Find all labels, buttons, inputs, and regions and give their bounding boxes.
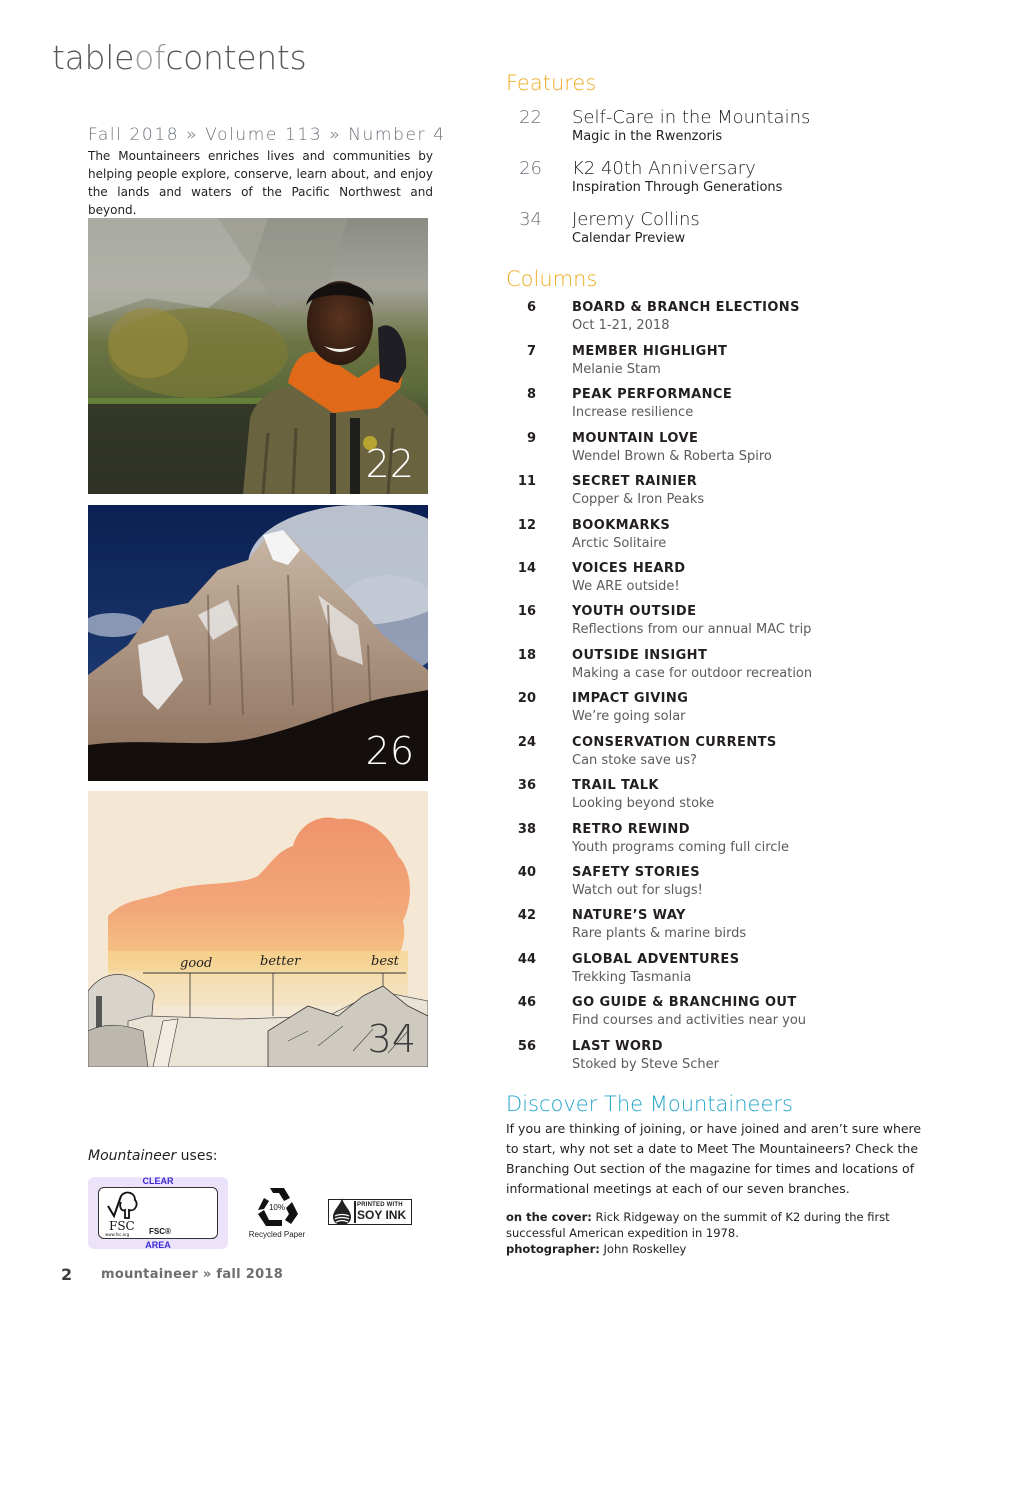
page-title <box>52 38 306 77</box>
photographer-name: John Roskelley <box>599 1242 687 1256</box>
column-subtitle: Can stoke save us? <box>572 753 697 768</box>
column-subtitle: Watch out for slugs! <box>572 883 703 898</box>
discover-body: If you are thinking of joining, or have joined and aren’t sure where to start, why not set a date to Meet The Mountaineers? Check the Branching Out section of the magazine for times and locations of informational meetings at each of our seven branches. <box>506 1121 922 1196</box>
column-page: 40 <box>517 865 536 880</box>
folio-text: mountaineer » fall 2018 <box>101 1267 284 1282</box>
column-title: GO GUIDE & BRANCHING OUT <box>572 995 797 1010</box>
fsc-clear-label: CLEAR <box>142 1176 174 1186</box>
fsc-mark: FSC <box>109 1219 135 1233</box>
column-subtitle: Oct 1-21, 2018 <box>572 318 670 333</box>
column-item[interactable] <box>506 994 926 1034</box>
column-page: 16 <box>517 604 536 619</box>
fsc-tree-icon <box>105 1190 141 1222</box>
column-subtitle: Wendel Brown & Roberta Spiro <box>572 449 772 464</box>
column-subtitle: Stoked by Steve Scher <box>572 1057 719 1072</box>
fsc-small-mark: FSC® <box>149 1227 171 1236</box>
photo-page-number: 22 <box>365 442 414 486</box>
feature-title: Self-Care in the Mountains <box>572 107 811 128</box>
column-title: MEMBER HIGHLIGHT <box>572 344 728 359</box>
column-title: IMPACT GIVING <box>572 691 689 706</box>
column-item[interactable] <box>506 907 926 947</box>
soy-ink-line1: PRINTED WITH <box>357 1202 403 1208</box>
column-title: LAST WORD <box>572 1039 663 1054</box>
folio-page-number: 2 <box>61 1265 73 1284</box>
column-page: 7 <box>526 344 536 359</box>
fsc-logo <box>88 1177 228 1249</box>
column-item[interactable] <box>506 430 926 470</box>
column-title: PEAK PERFORMANCE <box>572 387 733 402</box>
column-item[interactable] <box>506 1038 926 1078</box>
column-item[interactable] <box>506 299 926 339</box>
label-good: good <box>180 956 213 971</box>
fsc-area-label: AREA <box>145 1240 171 1250</box>
column-page: 20 <box>517 691 536 706</box>
column-item[interactable] <box>506 821 926 861</box>
column-item[interactable] <box>506 864 926 904</box>
column-title: BOARD & BRANCH ELECTIONS <box>572 300 800 315</box>
fsc-inner-box <box>98 1187 218 1239</box>
soy-ink-separator <box>354 1201 356 1223</box>
column-title: SECRET RAINIER <box>572 474 698 489</box>
discover-heading: Discover The Mountaineers <box>506 1092 793 1116</box>
column-item[interactable] <box>506 647 926 687</box>
feature-subtitle: Inspiration Through Generations <box>572 180 783 195</box>
column-title: BOOKMARKS <box>572 518 671 533</box>
recycle-percent: 10% <box>268 1203 286 1212</box>
column-subtitle: Melanie Stam <box>572 362 661 377</box>
column-item[interactable] <box>506 560 926 600</box>
feature-page: 34 <box>519 209 542 230</box>
column-page: 8 <box>526 387 536 402</box>
column-title: SAFETY STORIES <box>572 865 700 880</box>
cover-label: on the cover: <box>506 1210 592 1224</box>
column-subtitle: Increase resilience <box>572 405 694 420</box>
column-page: 24 <box>517 735 536 750</box>
soy-drop-icon <box>330 1196 354 1226</box>
uses-label-italic: Mountaineer <box>88 1148 177 1164</box>
photographer-label: photographer: <box>506 1242 600 1256</box>
column-page: 46 <box>517 995 536 1010</box>
label-best: best <box>371 954 399 969</box>
columns-heading: Columns <box>506 267 598 291</box>
cover-text: Rick Ridgeway on the summit of K2 during the first successful American expedition in 1978. <box>506 1210 890 1240</box>
photo-page-number: 34 <box>367 1017 416 1061</box>
column-title: NATURE’S WAY <box>572 908 686 923</box>
column-page: 56 <box>517 1039 536 1054</box>
soy-ink-logo <box>328 1195 416 1229</box>
column-subtitle: Youth programs coming full circle <box>572 840 790 855</box>
column-page: 12 <box>517 518 536 533</box>
column-page: 36 <box>517 778 536 793</box>
photo-feature-34[interactable] <box>88 791 428 1067</box>
column-item[interactable] <box>506 343 926 383</box>
feature-subtitle: Magic in the Rwenzoris <box>572 129 723 144</box>
recycle-icon <box>254 1184 300 1228</box>
feature-page: 22 <box>519 107 542 128</box>
column-title: CONSERVATION CURRENTS <box>572 735 777 750</box>
feature-subtitle: Calendar Preview <box>572 231 686 246</box>
column-page: 38 <box>517 822 536 837</box>
column-subtitle: Arctic Solitaire <box>572 536 667 551</box>
title-part-contents: contents <box>165 38 307 77</box>
column-page: 44 <box>517 952 536 967</box>
column-title: MOUNTAIN LOVE <box>572 431 699 446</box>
column-title: VOICES HEARD <box>572 561 686 576</box>
recycled-paper-logo <box>246 1184 308 1244</box>
column-title: YOUTH OUTSIDE <box>572 604 697 619</box>
features-heading: Features <box>506 71 597 95</box>
column-subtitle: Find courses and activities near you <box>572 1013 807 1028</box>
column-item[interactable] <box>506 517 926 557</box>
issue-line: Fall 2018 » Volume 113 » Number 4 <box>88 125 446 145</box>
fsc-url: www.fsc.org <box>105 1232 130 1237</box>
recycled-caption: Recycled Paper <box>248 1230 306 1239</box>
cover-credit <box>506 1209 926 1257</box>
photo-feature-22[interactable] <box>88 218 428 494</box>
column-item[interactable] <box>506 603 926 643</box>
column-item[interactable] <box>506 734 926 774</box>
column-subtitle: Copper & Iron Peaks <box>572 492 705 507</box>
mission-statement: The Mountaineers enriches lives and communities by helping people explore, conserve, learn about, and enjoy the lands and waters of the Pacific Northwest and beyond. <box>88 149 433 217</box>
column-page: 11 <box>517 474 536 489</box>
feature-page: 26 <box>519 158 542 179</box>
column-subtitle: We ARE outside! <box>572 579 680 594</box>
column-subtitle: Rare plants & marine birds <box>572 926 747 941</box>
column-title: RETRO REWIND <box>572 822 690 837</box>
column-page: 18 <box>517 648 536 663</box>
column-item[interactable] <box>506 690 926 730</box>
column-page: 9 <box>526 431 536 446</box>
feature-title: K2 40th Anniversary <box>572 158 756 179</box>
column-item[interactable] <box>506 777 926 817</box>
column-title: TRAIL TALK <box>572 778 659 793</box>
column-subtitle: Looking beyond stoke <box>572 796 715 811</box>
title-part-of: of <box>134 38 166 77</box>
label-better: better <box>260 954 301 969</box>
photo-page-number: 26 <box>365 729 414 773</box>
column-subtitle: Reflections from our annual MAC trip <box>572 622 812 637</box>
feature-title: Jeremy Collins <box>572 209 700 230</box>
uses-label-rest: uses: <box>176 1148 218 1164</box>
column-subtitle: Trekking Tasmania <box>572 970 692 985</box>
column-title: OUTSIDE INSIGHT <box>572 648 708 663</box>
soy-ink-line2: SOY INK <box>357 1208 407 1222</box>
title-part-table: table <box>52 38 135 77</box>
column-item[interactable] <box>506 473 926 513</box>
column-page: 6 <box>526 300 536 315</box>
column-title: GLOBAL ADVENTURES <box>572 952 740 967</box>
column-item[interactable] <box>506 951 926 991</box>
column-page: 14 <box>517 561 536 576</box>
column-subtitle: Making a case for outdoor recreation <box>572 666 813 681</box>
column-page: 42 <box>517 908 536 923</box>
column-item[interactable] <box>506 386 926 426</box>
photo-feature-26[interactable] <box>88 505 428 781</box>
uses-label <box>88 1148 217 1164</box>
column-subtitle: We’re going solar <box>572 709 686 724</box>
